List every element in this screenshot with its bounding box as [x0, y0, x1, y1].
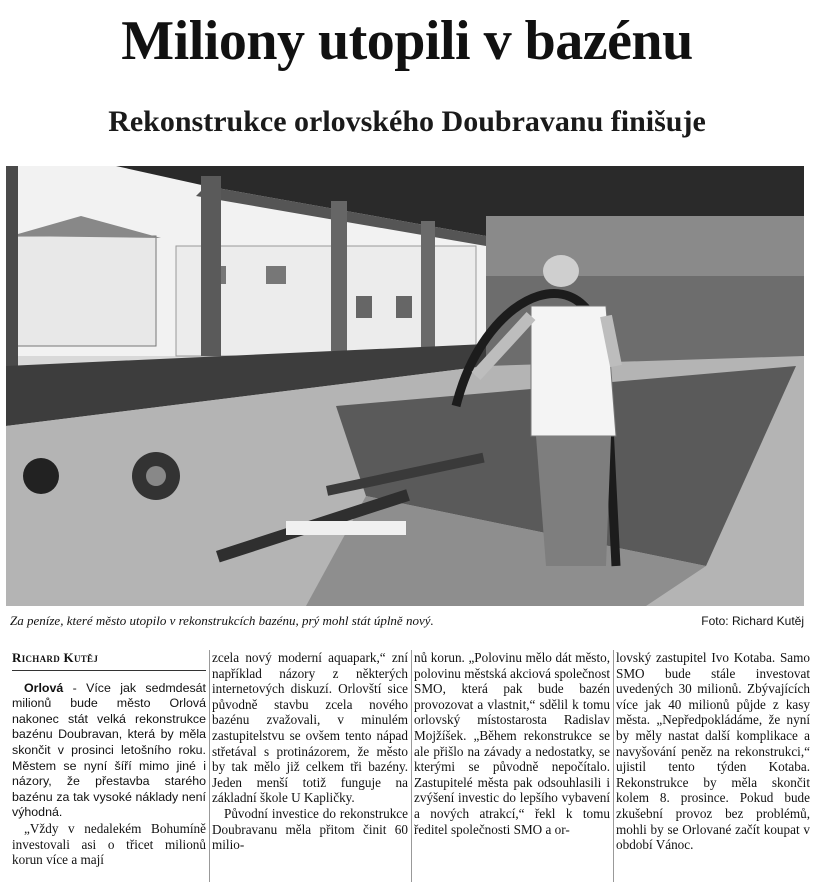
article-photo — [6, 166, 804, 606]
body-paragraph: Původní investice do rekonstrukce Doubravanu měla přitom činit 60 milio- — [212, 805, 408, 853]
body-paragraph: zcela nový moderní aquapark,“ zní například názory z některých internetových diskuzí. Orlovští sice původně stavbu zcela nového bazénu zvažovali, v minulém zastupitelstvu se ovšem tento nápad střetával s protinázorem, že město by tak mělo již celkem tři bazény. Jeden menší totiž funguje na základní škole U Kapličky. — [212, 650, 408, 806]
photo-credit: Foto: Richard Kutěj — [701, 614, 804, 628]
column-divider — [411, 650, 412, 882]
article-column-1 — [12, 650, 206, 868]
article-column-4 — [616, 650, 810, 853]
byline: Richard Kutěj — [12, 650, 206, 671]
article-column-3 — [414, 650, 610, 837]
body-paragraph: „Vždy v nedalekém Bohumíně investovali asi o třicet milionů korun více a mají — [12, 820, 206, 868]
lead-place: Orlová — [24, 680, 64, 695]
lead-text: - Více jak sedmdesát milionů bude město Orlová nakonec stát velká rekonstrukce bazénu Doubravan, která by měla skončit v prosinci letošního roku. Městem se nyní šíří mimo jiné i názory, že přestavba starého bazénu za tak vysoké náklady není výhodná. — [12, 680, 206, 820]
lead-paragraph — [12, 681, 206, 821]
column-divider — [613, 650, 614, 882]
body-paragraph: nů korun. „Polovinu mělo dát město, polovinu městská akciová společnost SMO, která pak bude bazén provozovat a vlastnit,“ sdělil k tomu orlovský místostarosta Radislav Mojžíšek. „Během rekonstrukce se ale přišlo na závady a nedostatky, se kterými se původně nepočítalo. Zastupitelé města pak odsouhlasili i zvýšení investic do lepšího vybavení a nových atrakcí,“ řekl k tomu ředitel společnosti SMO a or- — [414, 650, 610, 837]
subheadline: Rekonstrukce orlovského Doubravanu finišuje — [108, 105, 706, 138]
article-column-2 — [212, 650, 408, 853]
column-divider — [209, 650, 210, 882]
body-paragraph: lovský zastupitel Ivo Kotaba. Samo SMO bude stále investovat uvedených 30 milionů. Zbývajících více jak 40 milionů půjde z kasy města. „Nepředpokládáme, že nyní by měly nastat další komplikace a navyšování peněz na rekonstrukci,“ ujistil tento týden Kotaba. Rekonstrukce by měla skončit kolem 8. prosince. Pokud bude zkušební provoz bez problémů, mohli by se Orlované začít koupat v období Vánoc. — [616, 650, 810, 853]
headline: Miliony utopili v bazénu — [121, 10, 693, 72]
photo-caption: Za peníze, které město utopilo v rekonstrukcích bazénu, prý mohl stát úplně nový. — [10, 613, 434, 628]
